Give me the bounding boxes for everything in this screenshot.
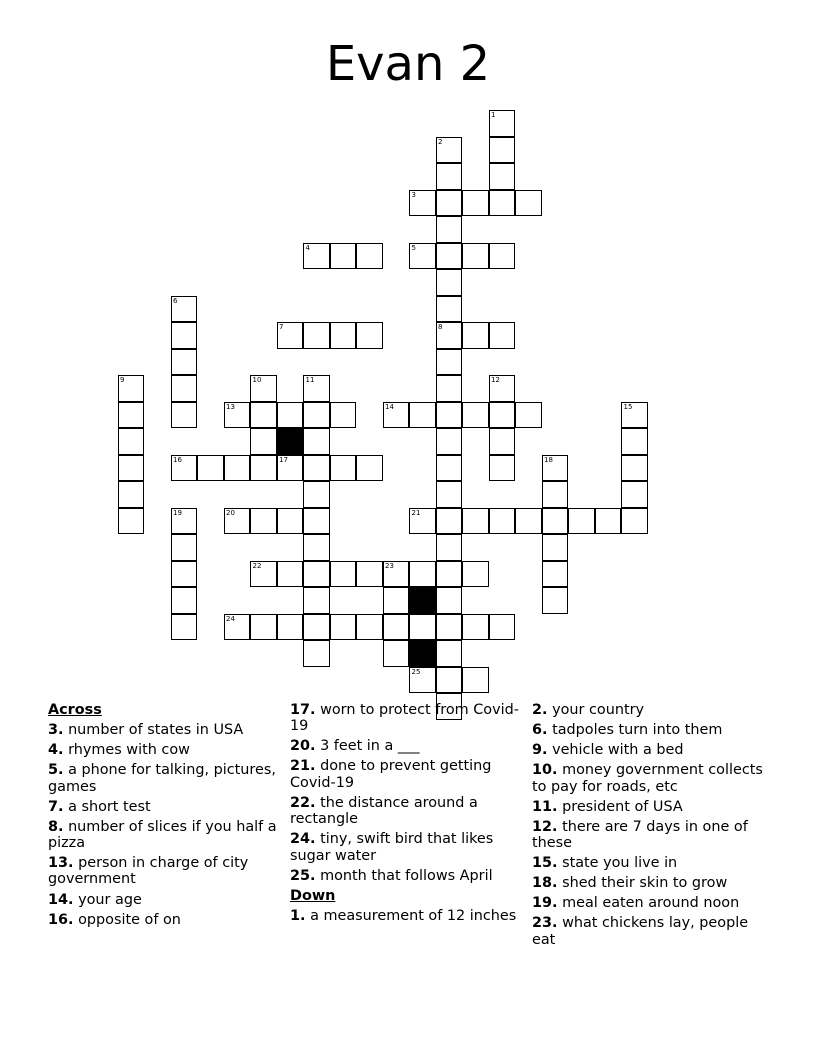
clue-item [48,722,280,738]
grid-cell[interactable] [303,614,330,641]
clue-number: 22. [290,794,316,811]
grid-cell[interactable] [277,508,304,535]
clue-number: 15. [532,855,558,872]
clue-number: 11. [532,798,558,815]
clue-number: 9. [532,742,548,759]
grid-cell[interactable] [356,455,383,482]
grid-cell[interactable] [303,640,330,667]
grid-cell[interactable] [118,481,145,508]
clue-text: vehicle with a bed [552,742,684,759]
grid-cell[interactable] [383,587,410,614]
clue-number: 3. [48,722,64,739]
grid-cell[interactable] [330,402,357,429]
grid-cell[interactable] [356,614,383,641]
clue-item [532,722,768,738]
grid-cell[interactable] [250,455,277,482]
grid-cell[interactable] [250,614,277,641]
grid-cell[interactable] [542,455,569,482]
grid-cell[interactable] [436,243,463,270]
grid-cell[interactable] [118,428,145,455]
grid-cell[interactable] [621,455,648,482]
clue-column-2 [290,702,522,928]
grid-cell[interactable] [436,349,463,376]
clue-text: there are 7 days in one of these [532,818,748,852]
grid-cell[interactable] [303,587,330,614]
grid-cell[interactable] [224,402,251,429]
cell-number: 8 [438,323,443,331]
grid-cell[interactable] [250,561,277,588]
grid-cell[interactable] [515,190,542,217]
grid-cell[interactable] [489,110,516,137]
clue-text: number of states in USA [68,722,244,739]
grid-cell[interactable] [277,455,304,482]
grid-cell[interactable] [277,402,304,429]
cell-number: 2 [438,137,443,146]
clue-text: meal eaten around noon [562,895,740,912]
clue-number: 16. [48,911,74,928]
clue-number: 13. [48,855,74,872]
grid-cell[interactable] [171,534,198,561]
grid-cell[interactable] [224,508,251,535]
clue-text: person in charge of city government [48,855,249,888]
clue-item [48,742,280,758]
grid-cell[interactable] [489,375,516,402]
grid-cell[interactable] [489,322,516,349]
clue-number: 20. [290,738,316,755]
clue-number: 17. [290,702,316,718]
grid-cell[interactable] [436,375,463,402]
grid-cell[interactable] [436,508,463,535]
grid-cell[interactable] [383,561,410,588]
grid-cell[interactable] [436,455,463,482]
grid-cell[interactable] [436,137,463,164]
clue-text: your age [78,891,142,908]
clue-item [290,738,522,754]
black-cell [409,640,436,667]
grid-cell[interactable] [489,508,516,535]
clue-item [532,742,768,758]
cell-number: 22 [252,561,262,570]
grid-cell[interactable] [436,402,463,429]
grid-cell[interactable] [621,508,648,535]
grid-cell[interactable] [171,587,198,614]
grid-cell[interactable] [436,614,463,641]
grid-cell[interactable] [489,163,516,190]
grid-cell[interactable] [303,455,330,482]
grid-cell[interactable] [489,243,516,270]
clue-number: 25. [290,867,316,884]
grid-cell[interactable] [330,243,357,270]
clue-number: 14. [48,891,74,908]
grid-cell[interactable] [224,614,251,641]
clue-text: tiny, swift bird that likes sugar water [290,831,494,864]
clue-text: opposite of on [78,911,181,928]
grid-cell[interactable] [303,322,330,349]
grid-cell[interactable] [489,402,516,429]
grid-cell[interactable] [409,508,436,535]
clue-item [532,855,768,871]
grid-cell[interactable] [542,508,569,535]
cell-number: 18 [544,455,553,464]
grid-cell[interactable] [409,190,436,217]
cell-number: 12 [491,376,500,384]
grid-cell[interactable] [197,455,224,482]
grid-cell[interactable] [171,455,198,482]
cell-number: 11 [305,376,315,384]
clue-item [532,702,768,718]
grid-cell[interactable] [409,561,436,588]
clue-number: 12. [532,818,558,835]
grid-cell[interactable] [303,402,330,429]
grid-cell[interactable] [171,322,198,349]
grid-cell[interactable] [303,561,330,588]
grid-cell[interactable] [383,640,410,667]
grid-cell[interactable] [171,508,198,535]
cell-number: 24 [226,614,235,623]
clue-text: state you live in [562,855,678,872]
clue-item [532,819,768,852]
grid-cell[interactable] [436,428,463,455]
grid-cell[interactable] [250,508,277,535]
grid-cell[interactable] [436,296,463,323]
clue-text: president of USA [562,798,683,815]
grid-cell[interactable] [277,322,304,349]
grid-cell[interactable] [409,667,436,694]
grid-cell[interactable] [621,428,648,455]
clue-item [48,762,280,795]
clue-item [532,915,768,948]
grid-cell[interactable] [409,614,436,641]
cell-number: 23 [385,561,394,570]
grid-cell[interactable] [171,349,198,376]
clue-text: a phone for talking, pictures, games [48,762,276,795]
clue-number: 5. [48,762,64,779]
grid-cell[interactable] [436,163,463,190]
clue-item [290,868,522,884]
grid-cell[interactable] [118,375,145,402]
cell-number: 1 [491,111,496,119]
cell-number: 20 [226,508,235,517]
grid-cell[interactable] [118,455,145,482]
grid-cell[interactable] [621,402,648,429]
grid-cell[interactable] [462,508,489,535]
cell-number: 15 [623,402,633,411]
grid-cell[interactable] [436,322,463,349]
grid-cell[interactable] [436,481,463,508]
grid-cell[interactable] [436,587,463,614]
clue-text: your country [552,702,645,718]
clue-text: tadpoles turn into them [552,722,723,739]
grid-cell[interactable] [542,534,569,561]
grid-cell[interactable] [462,243,489,270]
grid-cell[interactable] [462,402,489,429]
clue-item [290,795,522,828]
clue-text: number of slices if you half a pizza [48,818,277,852]
clue-number: 6. [532,722,548,739]
clue-text: done to prevent getting Covid-19 [290,758,492,791]
grid-cell[interactable] [489,455,516,482]
cell-number: 21 [411,508,421,517]
grid-cell[interactable] [224,455,251,482]
grid-cell[interactable] [303,481,330,508]
grid-cell[interactable] [462,190,489,217]
clue-number: 24. [290,831,316,848]
grid-cell[interactable] [462,322,489,349]
clue-number: 21. [290,758,316,775]
grid-cell[interactable] [409,243,436,270]
clue-column-3 [532,702,768,952]
clue-number: 4. [48,742,64,759]
black-cell [409,587,436,614]
clue-number: 1. [290,907,306,924]
grid-cell[interactable] [277,561,304,588]
grid-cell[interactable] [330,322,357,349]
cell-number: 9 [120,376,125,384]
grid-cell[interactable] [489,137,516,164]
cell-number: 17 [279,455,288,464]
grid-cell[interactable] [436,216,463,243]
clue-item [532,799,768,815]
clue-text: the distance around a rectangle [290,794,478,828]
grid-cell[interactable] [436,269,463,296]
grid-cell[interactable] [383,614,410,641]
cell-number: 7 [279,323,284,331]
grid-cell[interactable] [436,561,463,588]
grid-cell[interactable] [436,667,463,694]
grid-cell[interactable] [303,375,330,402]
grid-cell[interactable] [330,614,357,641]
clue-text: shed their skin to grow [562,875,728,892]
grid-cell[interactable] [171,296,198,323]
clue-text: a short test [68,798,151,815]
grid-cell[interactable] [171,375,198,402]
clue-item [290,908,522,924]
cell-number: 16 [173,455,182,464]
clue-text: 3 feet in a ___ [320,738,420,755]
cell-number: 14 [385,402,394,411]
clue-number: 2. [532,702,548,718]
grid-cell[interactable] [489,614,516,641]
grid-cell[interactable] [171,614,198,641]
grid-cell[interactable] [330,561,357,588]
cell-number: 4 [305,243,310,252]
grid-cell[interactable] [436,640,463,667]
grid-cell[interactable] [462,667,489,694]
cell-number: 10 [252,376,262,384]
clue-number: 10. [532,762,558,779]
grid-cell[interactable] [462,561,489,588]
grid-cell[interactable] [250,402,277,429]
clue-item [48,799,280,815]
clue-item [532,895,768,911]
clue-item [290,758,522,791]
clue-item [48,855,280,888]
cell-number: 6 [173,296,178,305]
grid-cell[interactable] [489,428,516,455]
clue-item [532,762,768,795]
grid-cell[interactable] [356,243,383,270]
cell-number: 13 [226,402,235,411]
grid-cell[interactable] [568,508,595,535]
clue-number: 8. [48,818,64,835]
clue-text: worn to protect from Covid-19 [290,702,519,735]
clue-text: what chickens lay, people eat [532,915,749,948]
down-heading: Down [290,887,336,904]
clue-item [532,875,768,891]
clue-number: 18. [532,875,558,892]
grid-cell[interactable] [621,481,648,508]
grid-cell[interactable] [489,190,516,217]
cell-number: 5 [411,243,416,252]
clue-text: month that follows April [320,867,493,884]
clue-number: 23. [532,915,558,932]
grid-cell[interactable] [436,534,463,561]
grid-cell[interactable] [303,534,330,561]
clue-item [48,819,280,852]
across-heading: Across [48,702,102,718]
clue-number: 7. [48,798,64,815]
grid-cell[interactable] [250,375,277,402]
clue-text: rhymes with cow [68,742,190,759]
grid-cell[interactable] [277,614,304,641]
clue-item [48,912,280,928]
grid-cell[interactable] [542,561,569,588]
grid-cell[interactable] [462,614,489,641]
grid-cell[interactable] [409,402,436,429]
grid-cell[interactable] [118,402,145,429]
grid-cell[interactable] [171,402,198,429]
grid-cell[interactable] [542,587,569,614]
clue-number: 19. [532,895,558,912]
grid-cell[interactable] [118,508,145,535]
clue-item [290,702,522,735]
clue-text: a measurement of 12 inches [310,907,517,924]
cell-number: 3 [411,190,416,199]
grid-cell[interactable] [356,561,383,588]
puzzle-title: Evan 2 [325,36,491,92]
clue-item [48,892,280,908]
grid-cell[interactable] [515,508,542,535]
clue-item [290,831,522,864]
cell-number: 19 [173,508,182,517]
grid-cell[interactable] [383,402,410,429]
grid-cell[interactable] [303,508,330,535]
black-cell [277,428,304,455]
grid-cell[interactable] [436,190,463,217]
cell-number: 25 [411,667,421,676]
grid-cell[interactable] [542,481,569,508]
grid-cell[interactable] [250,428,277,455]
grid-cell[interactable] [515,402,542,429]
clue-text: money government collects to pay for roads, etc [532,762,763,795]
grid-cell[interactable] [171,561,198,588]
grid-cell[interactable] [303,428,330,455]
grid-cell[interactable] [303,243,330,270]
clue-column-1 [48,702,280,932]
grid-cell[interactable] [595,508,622,535]
grid-cell[interactable] [330,455,357,482]
grid-cell[interactable] [356,322,383,349]
